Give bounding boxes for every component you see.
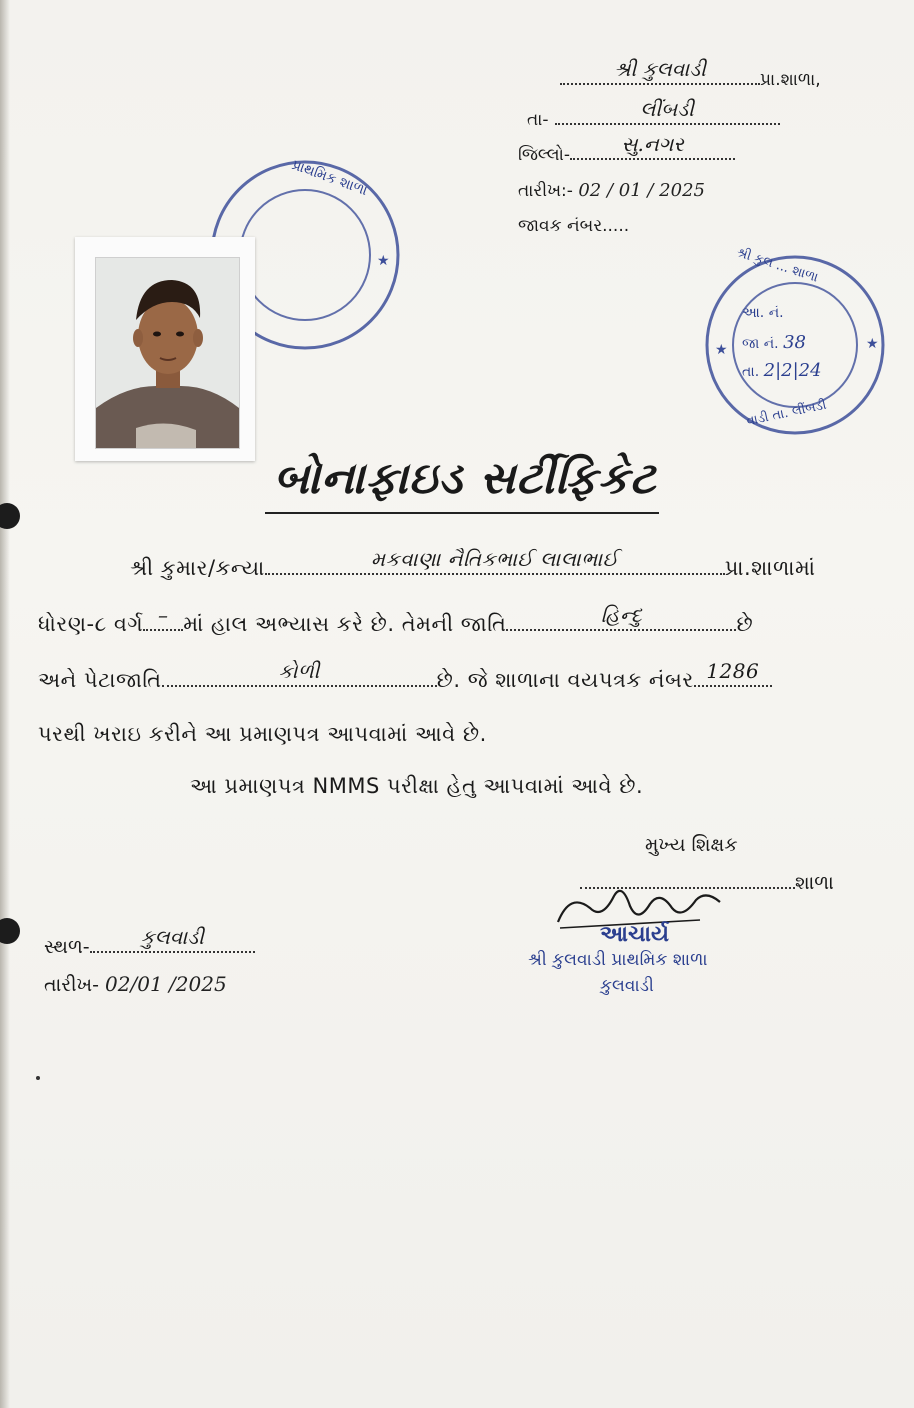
- body-line-2: [38, 603, 754, 637]
- receipt-stamp-top-text: શ્રી કુલ ... શાળા: [734, 245, 820, 286]
- header-district-line: [518, 132, 735, 165]
- line1-suffix: પ્રા.શાળામાં: [724, 556, 816, 580]
- outward-number: જાવક નંબર.....: [518, 216, 630, 236]
- line1-prefix: શ્રી કુમાર/કન્યા: [130, 556, 265, 580]
- receipt-stamp-bottom-text: વાડી તા. લીંબડી: [745, 397, 828, 430]
- class-field: –: [143, 629, 183, 631]
- ink-speck: [36, 1076, 40, 1080]
- student-name-field: મકવાણા નૈતિકભાઈ લાલાભાઈ: [265, 573, 725, 575]
- signature-school-suffix: શાળા: [795, 872, 834, 894]
- register-number-field: 1286: [694, 685, 772, 687]
- receipt-stamp-line3: તા. 2|2|24: [742, 360, 822, 381]
- principal-stamp-school: શ્રી કુલવાડી પ્રાથમિક શાળા: [528, 950, 708, 970]
- svg-text:★: ★: [377, 253, 390, 269]
- page-edge-shadow: [0, 0, 10, 1408]
- title-underline: [265, 512, 659, 514]
- footer-date-label: તારીખ-: [44, 974, 99, 996]
- subcaste-field: કોળી: [162, 685, 437, 687]
- photo-stamp-text: પ્રાથમિક શાળા: [289, 156, 370, 200]
- principal-stamp-place: કુલવાડી: [600, 976, 654, 996]
- header-date-line: [518, 180, 705, 201]
- line2-suffix: છે: [736, 612, 754, 636]
- place-label: સ્થળ-: [44, 936, 90, 958]
- student-photo-card: [75, 237, 255, 461]
- principal-stamp-title: આચાર્ય: [600, 922, 669, 947]
- taluka-label: તા-: [527, 110, 549, 130]
- footer-date-value: 02/01 /2025: [105, 972, 227, 996]
- district-field: સુ.નગર: [570, 158, 735, 160]
- district-label: જિલ્લો-: [518, 145, 571, 165]
- line3-prefix: અને પેટાજાતિ: [38, 668, 162, 692]
- head-teacher-label: મુખ્ય શિક્ષક: [645, 834, 738, 856]
- taluka-field: લીંબડી: [555, 123, 780, 125]
- student-photo: [95, 257, 240, 449]
- line3-middle: છે. જે શાળાના વયપત્રક નંબર: [436, 668, 694, 692]
- date-label: તારીખ:-: [518, 181, 573, 201]
- body-line-3: [38, 659, 772, 693]
- caste-field: હિન્દુ: [506, 629, 736, 631]
- svg-text:★: ★: [715, 342, 728, 358]
- body-line-1: [130, 547, 816, 581]
- certificate-title: બોનાફાઇડ સર્ટીફિકેટ: [273, 453, 657, 504]
- line2-middle: માં હાલ અભ્યાસ કરે છે. તેમની જાતિ: [183, 612, 507, 636]
- place-field: કુલવાડી: [90, 951, 255, 953]
- line2-prefix: ધોરણ-૮ વર્ગ: [38, 612, 144, 636]
- school-name-field: શ્રી કુલવાડી: [560, 83, 760, 85]
- svg-text:★: ★: [866, 336, 879, 352]
- footer-date-line: [44, 972, 227, 996]
- footer-place-line: [44, 925, 255, 958]
- date-value: 02 / 01 / 2025: [578, 180, 705, 201]
- body-line-4: પરથી ખરાઇ કરીને આ પ્રમાણપત્ર આપવામાં આવે છે.: [38, 722, 487, 746]
- receipt-stamp-line2: જા નં. 38: [742, 332, 806, 353]
- school-suffix: પ્રા.શાળા,: [760, 70, 821, 90]
- receipt-stamp-line1: આ. નં.: [742, 305, 784, 321]
- header-taluka-line: [527, 97, 780, 130]
- header-school-line: [560, 57, 821, 90]
- body-line-5: આ પ્રમાણપત્ર NMMS પરીક્ષા હેતુ આપવામાં આવે છે.: [190, 774, 644, 798]
